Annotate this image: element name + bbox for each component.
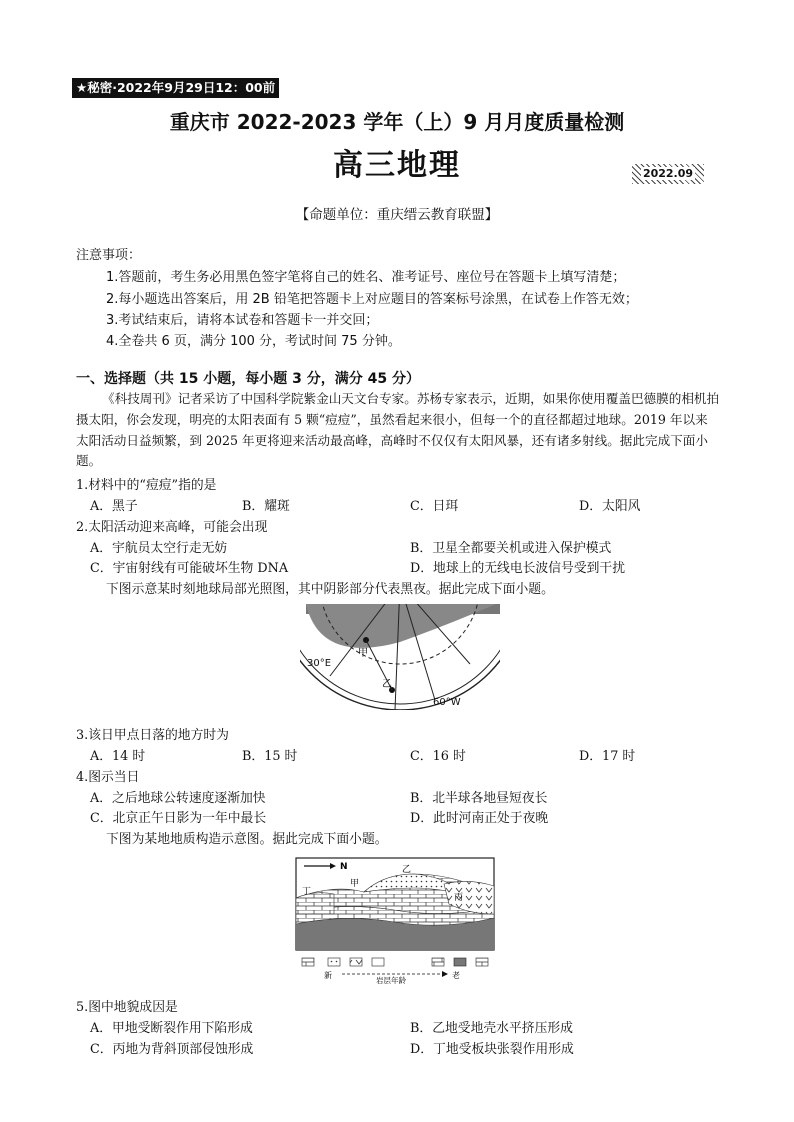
subject-title: 高三地理 [333,148,461,183]
label-ding: 丁 [302,887,312,897]
question-stem: 5.图中地貌成因是 [76,1000,178,1015]
label-yi: 乙 [402,865,412,875]
material-paragraph: 下图示意某时刻地球局部光照图，其中阴影部分代表黑夜。据此完成下面小题。 [106,582,554,597]
option: D．17 时 [579,749,636,764]
option: C．日珥 [410,499,459,514]
legend-old: 老 [452,971,460,980]
option: C．北京正午日影为一年中最长 [90,811,267,826]
legend-age: 岩层年龄 [376,976,406,984]
option: C．丙地为背斜顶部侵蚀形成 [90,1042,254,1057]
option: A．黑子 [90,499,138,514]
confidential-label: ★秘密·2022年9月29日12：00前 [72,78,279,98]
exam-title: 重庆市 2022-2023 学年（上）9 月月度质量检测 [169,110,625,134]
option: A．之后地球公转速度逐渐加快 [90,791,266,806]
night-area [306,604,496,648]
illumination-svg [300,604,500,710]
label-jia: 甲 [350,879,360,889]
compiler-unit: 【命题单位：重庆缙云教育联盟】 [295,207,499,223]
option: D．此时河南正处于夜晚 [410,811,549,826]
label-60w: 60°W [433,697,461,708]
label-jia: 甲 [358,648,368,659]
geology-diagram [294,854,500,988]
label-30e: 30°E [307,658,332,669]
label-bing: 丙 [454,893,464,903]
option: D．太阳风 [579,499,641,514]
option: C．宇宙射线有可能破坏生物 DNA [90,561,289,576]
material-paragraph: 《科技周刊》记者采访了中国科学院紫金山天文台专家。苏杨专家表示，近期，如果你使用覆盖巴德膜的相机拍摄太阳，你会发现，明亮的太阳表面有 5 颗“痘痘”，虽然看起来很小，但每一个的直径都超过地球。2019 年以来太阳活动日益频繁，到 2025 年更将迎来活动最高峰，高峰时不仅仅有太阳风暴，还有诸多射线。据此完成下面小题。 [76,391,720,469]
question-stem: 4.图示当日 [76,770,140,785]
option: D．丁地受板块张裂作用形成 [410,1042,574,1057]
geology-svg [294,854,500,984]
material-paragraph: 下图为某地地质构造示意图。据此完成下面小题。 [106,832,388,847]
option: A．14 时 [90,749,146,764]
legend-new: 新 [324,971,332,980]
option: B．15 时 [242,749,298,764]
section-heading: 一、选择题（共 15 小题，每小题 3 分，满分 45 分） [76,371,420,387]
question-stem: 1.材料中的“痘痘”指的是 [76,478,217,493]
option: B．北半球各地昼短夜长 [410,791,548,806]
date-badge [632,164,704,184]
note-item: 2.每小题选出答案后，用 2B 铅笔把答题卡上对应题目的答案标号涂黑，在试卷上作答无效； [106,292,638,307]
question-stem: 2.太阳活动迎来高峰，可能会出现 [76,520,268,535]
option: D．地球上的无线电长波信号受到干扰 [410,561,626,576]
option: B．乙地受地壳水平挤压形成 [410,1021,573,1036]
option: C．16 时 [410,749,466,764]
option: B．耀斑 [242,499,290,514]
option: B．卫星全都要关机或进入保护模式 [410,541,612,556]
notes-title: 注意事项： [76,248,142,263]
note-item: 3.考试结束后，请将本试卷和答题卡一并交回； [106,313,379,328]
date-badge-text: 2022.09 [642,167,694,180]
note-item: 4.全卷共 6 页，满分 100 分，考试时间 75 分钟。 [106,334,401,349]
question-stem: 3.该日甲点日落的地方时为 [76,728,229,743]
option: A．宇航员太空行走无妨 [90,541,228,556]
option: A．甲地受断裂作用下陷形成 [90,1021,253,1036]
note-item: 1.答题前，考生务必用黑色签字笔将自己的姓名、准考证号、座位号在答题卡上填写清楚； [106,270,626,285]
label-yi: 乙 [382,679,392,690]
north-label: N [340,862,348,872]
